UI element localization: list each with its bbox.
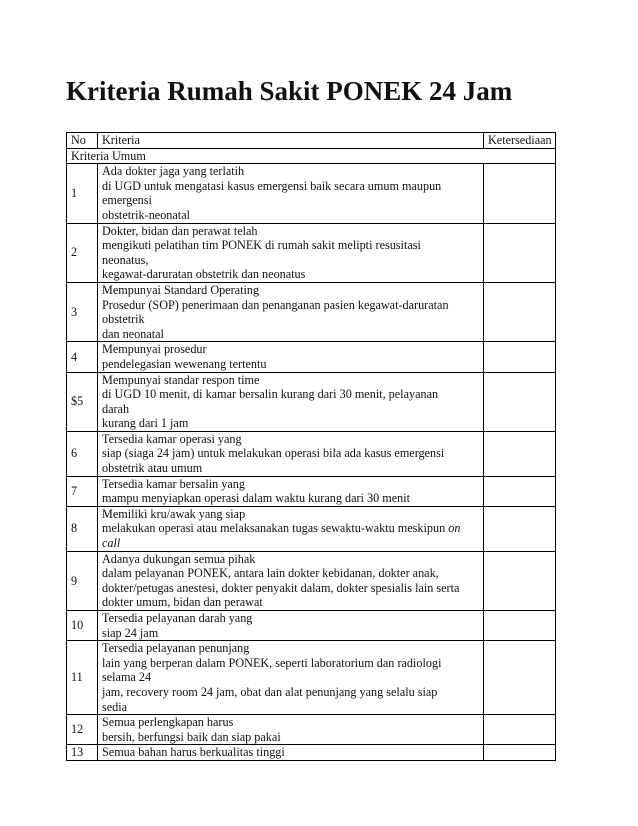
criteria-line: Mempunyai Standard Operating: [102, 282, 260, 297]
criteria-line: pendelegasian wewenang tertentu: [102, 356, 267, 371]
criteria-text: [98, 372, 484, 431]
availability-cell[interactable]: [484, 551, 556, 610]
table-row: [67, 431, 556, 476]
criteria-text: [98, 745, 484, 761]
criteria-line: mengikuti pelatihan tim PONEK di rumah sakit melipti resusitasi: [102, 238, 421, 253]
table-row: [67, 745, 556, 761]
criteria-line: Semua perlengkapan harus: [102, 715, 234, 730]
row-number: 9: [67, 551, 98, 610]
criteria-line: Semua bahan harus berkualitas tinggi: [102, 745, 285, 760]
criteria-text: [98, 431, 484, 476]
criteria-text: [98, 164, 484, 223]
criteria-text: [98, 342, 484, 372]
table-row: [67, 372, 556, 431]
availability-cell[interactable]: [484, 641, 556, 715]
criteria-line: neonatus,: [102, 252, 149, 267]
criteria-line: Tersedia pelayanan darah yang: [102, 611, 253, 625]
criteria-text: [98, 715, 484, 745]
table-row: [67, 715, 556, 745]
row-number: $5: [67, 372, 98, 431]
availability-cell[interactable]: [484, 506, 556, 551]
criteria-text: [98, 223, 484, 282]
criteria-text: [98, 282, 484, 341]
criteria-line-italic: on call: [102, 521, 461, 551]
criteria-text: [98, 476, 484, 506]
criteria-line: obstetrik atau umum: [102, 461, 203, 476]
availability-cell[interactable]: [484, 342, 556, 372]
table-row: [67, 641, 556, 715]
table-row: [67, 164, 556, 223]
criteria-text: [98, 506, 484, 551]
criteria-line: Mempunyai standar respon time: [102, 372, 260, 387]
criteria-line: Dokter, bidan dan perawat telah: [102, 223, 258, 238]
criteria-line: dan neonatal: [102, 326, 164, 341]
criteria-table: [66, 132, 556, 761]
availability-cell[interactable]: [484, 476, 556, 506]
criteria-line: Ada dokter jaga yang terlatih: [102, 164, 245, 179]
availability-cell[interactable]: [484, 715, 556, 745]
criteria-line: obstetrik-neonatal: [102, 207, 190, 222]
criteria-line: sedia: [102, 699, 128, 714]
criteria-line: Tersedia pelayanan penunjang: [102, 641, 250, 656]
criteria-text: [98, 551, 484, 610]
row-number: 10: [67, 611, 98, 641]
criteria-line: siap 24 jam: [102, 625, 159, 640]
criteria-line: obstetrik: [102, 312, 145, 327]
table-row: [67, 342, 556, 372]
header-ketersediaan: Ketersediaan: [484, 133, 556, 149]
availability-cell[interactable]: [484, 282, 556, 341]
table-header-row: [67, 133, 556, 149]
criteria-text: [98, 611, 484, 641]
table-row: [67, 611, 556, 641]
criteria-line: darah: [102, 401, 130, 416]
criteria-line: mampu menyiapkan operasi dalam waktu kurang dari 30 menit: [102, 491, 410, 506]
availability-cell[interactable]: [484, 372, 556, 431]
header-no: No: [67, 133, 98, 149]
row-number: 8: [67, 506, 98, 551]
criteria-line: dokter umum, bidan dan perawat: [102, 595, 263, 610]
table-row: [67, 506, 556, 551]
availability-cell[interactable]: [484, 431, 556, 476]
availability-cell[interactable]: [484, 745, 556, 761]
criteria-line: Prosedur (SOP) penerimaan dan penanganan pasien kegawat-daruratan: [102, 297, 449, 312]
availability-cell[interactable]: [484, 164, 556, 223]
criteria-line: Adanya dukungan semua pihak: [102, 551, 256, 566]
header-kriteria: Kriteria: [98, 133, 484, 149]
criteria-line: kegawat-daruratan obstetrik dan neonatus: [102, 267, 306, 282]
row-number: 12: [67, 715, 98, 745]
document-title: Kriteria Rumah Sakit PONEK 24 Jam: [66, 76, 513, 106]
availability-cell[interactable]: [484, 611, 556, 641]
table-row: [67, 223, 556, 282]
section-row: [67, 148, 556, 164]
row-number: 13: [67, 745, 98, 761]
table-row: [67, 476, 556, 506]
criteria-line: Tersedia kamar operasi yang: [102, 431, 242, 446]
table-row: [67, 282, 556, 341]
criteria-text: [98, 641, 484, 715]
row-number: 11: [67, 641, 98, 715]
row-number: 1: [67, 164, 98, 223]
criteria-line: emergensi: [102, 193, 152, 208]
criteria-line-text: melakukan operasi atau melaksanakan tugas sewaktu-waktu meskipun: [102, 521, 446, 536]
row-number: 7: [67, 476, 98, 506]
criteria-line: Tersedia kamar bersalin yang: [102, 476, 245, 491]
row-number: 4: [67, 342, 98, 372]
criteria-line: siap (siaga 24 jam) untuk melakukan operasi bila ada kasus emergensi: [102, 446, 445, 461]
criteria-line: di UGD untuk mengatasi kasus emergensi baik secara umum maupun: [102, 178, 442, 193]
criteria-line: [102, 521, 479, 550]
row-number: 2: [67, 223, 98, 282]
criteria-line: kurang dari 1 jam: [102, 416, 189, 431]
criteria-line: jam, recovery room 24 jam, obat dan alat penunjang yang selalu siap: [102, 684, 438, 699]
table-row: [67, 551, 556, 610]
availability-cell[interactable]: [484, 223, 556, 282]
criteria-line: di UGD 10 menit, di kamar bersalin kurang dari 30 menit, pelayanan: [102, 387, 439, 402]
row-number: 6: [67, 431, 98, 476]
criteria-line: selama 24: [102, 670, 152, 685]
criteria-line: bersih, berfungsi baik dan siap pakai: [102, 729, 281, 744]
row-number: 3: [67, 282, 98, 341]
criteria-line: dokter/petugas anestesi, dokter penyakit dalam, dokter spesialis lain serta: [102, 580, 460, 595]
section-label: Kriteria Umum: [67, 148, 556, 164]
criteria-line: Mempunyai prosedur: [102, 342, 207, 357]
criteria-line: dalam pelayanan PONEK, antara lain dokter kebidanan, dokter anak,: [102, 566, 439, 581]
criteria-line: lain yang berperan dalam PONEK, seperti laboratorium dan radiologi: [102, 655, 442, 670]
criteria-line: Memiliki kru/awak yang siap: [102, 506, 246, 521]
